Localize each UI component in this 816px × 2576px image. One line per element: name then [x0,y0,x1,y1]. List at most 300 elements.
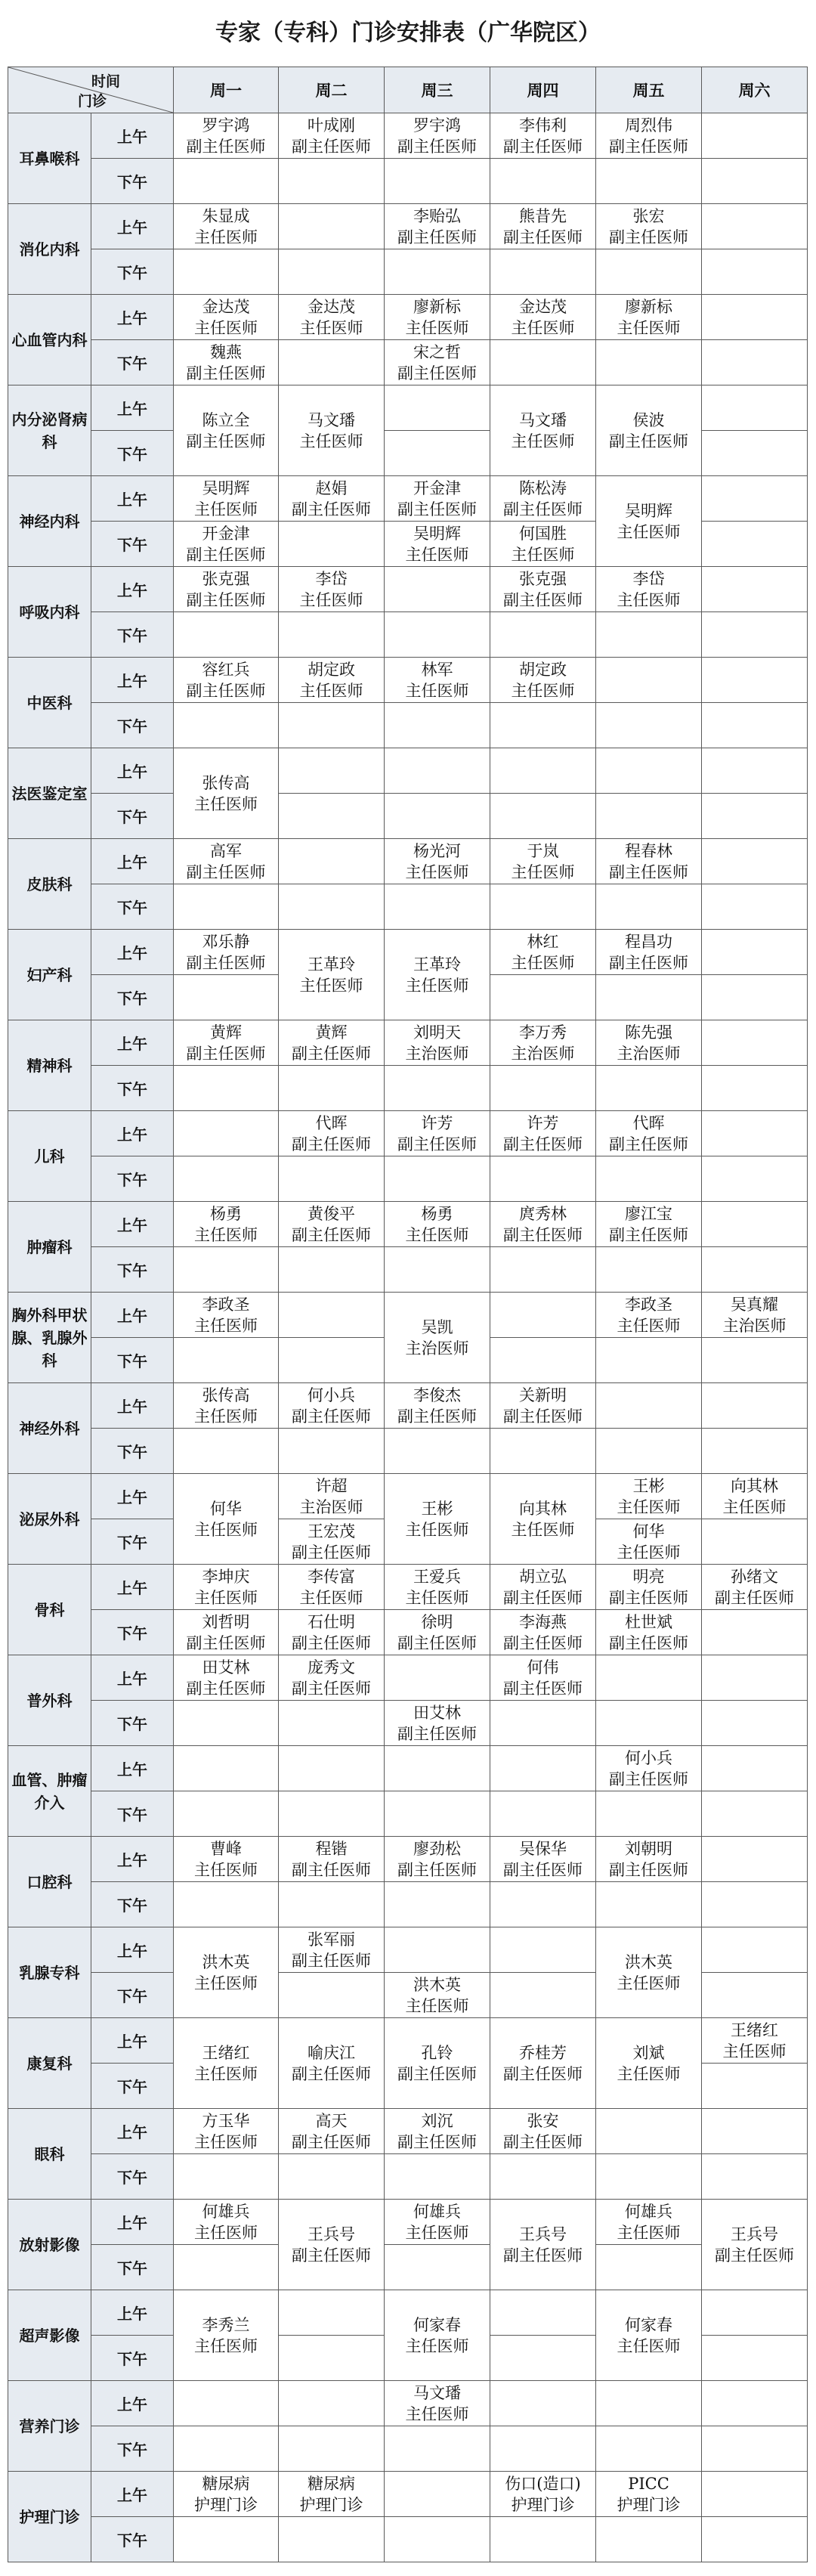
doctor-slot: 张宏 副主任医师 [596,204,702,249]
half-day-label: 上午 [91,204,174,249]
doctor-slot: 何家春 主任医师 [596,2290,702,2381]
doctor-slot: 李岱 主任医师 [596,567,702,612]
doctor-slot: 吴保华 副主任医师 [490,1837,596,1882]
doctor-slot: 王绪红 主任医师 [702,2018,808,2064]
empty-slot [279,2336,385,2381]
doctor-slot: 吴凯 主治医师 [385,1293,490,1383]
doctor-slot: 黄辉 副主任医师 [279,1020,385,1066]
half-day-label: 上午 [91,1746,174,1791]
half-day-label: 下午 [91,2426,174,2472]
empty-slot [174,1111,279,1156]
doctor-slot: 王彬 主任医师 [385,1474,490,1565]
empty-slot [596,2245,702,2290]
half-day-label: 下午 [91,2154,174,2200]
empty-slot [490,748,596,794]
day-header: 周六 [702,67,808,113]
empty-slot [596,1066,702,1111]
half-day-label: 下午 [91,612,174,658]
empty-slot [702,930,808,975]
schedule-row [8,159,808,204]
doctor-slot: 王兵号 副主任医师 [279,2200,385,2290]
schedule-row [8,1474,808,1519]
empty-slot [702,1156,808,1202]
half-day-label: 下午 [91,1247,174,1293]
empty-slot [279,1338,385,1383]
half-day-label: 下午 [91,975,174,1020]
doctor-slot: 庹秀林 副主任医师 [490,1202,596,1247]
day-header: 周五 [596,67,702,113]
half-day-label: 上午 [91,2290,174,2336]
empty-slot [385,249,490,295]
doctor-slot: 胡定政 主任医师 [279,658,385,703]
half-day-label: 下午 [91,884,174,930]
empty-slot [490,159,596,204]
empty-slot [702,1111,808,1156]
doctor-slot: 王宏茂 副主任医师 [279,1519,385,1565]
half-day-label: 上午 [91,930,174,975]
empty-slot [174,2517,279,2562]
empty-slot [702,1066,808,1111]
empty-slot [490,2426,596,2472]
half-day-label: 上午 [91,2381,174,2426]
empty-slot [702,2336,808,2381]
day-header: 周二 [279,67,385,113]
doctor-slot: 洪木英 主任医师 [174,1927,279,2018]
empty-slot [279,1429,385,1474]
doctor-slot: 何国胜 主任医师 [490,522,596,567]
empty-slot [596,2517,702,2562]
empty-slot [702,340,808,385]
empty-slot [279,1156,385,1202]
empty-slot [702,204,808,249]
schedule-row [8,204,808,249]
empty-slot [702,295,808,340]
department-name: 泌尿外科 [8,1474,91,1565]
half-day-label: 上午 [91,1474,174,1519]
schedule-row [8,2109,808,2154]
empty-slot [702,1882,808,1927]
half-day-label: 上午 [91,1383,174,1429]
schedule-row [8,1293,808,1338]
empty-slot [702,794,808,839]
doctor-slot: 糖尿病 护理门诊 [174,2472,279,2517]
department-name: 骨科 [8,1565,91,1655]
half-day-label: 上午 [91,2018,174,2064]
doctor-slot: 何雄兵 主任医师 [596,2200,702,2245]
half-day-label: 下午 [91,249,174,295]
empty-slot [174,1746,279,1791]
schedule-row [8,1383,808,1429]
doctor-slot: 金达茂 主任医师 [279,295,385,340]
doctor-slot: 高天 副主任医师 [279,2109,385,2154]
schedule-row [8,295,808,340]
doctor-slot: 马文璠 主任医师 [490,385,596,476]
doctor-slot: 何雄兵 主任医师 [174,2200,279,2245]
empty-slot [279,2154,385,2200]
empty-slot [702,884,808,930]
empty-slot [702,2154,808,2200]
empty-slot [490,2381,596,2426]
empty-slot [279,1746,385,1791]
doctor-slot: PICC 护理门诊 [596,2472,702,2517]
doctor-slot: 何小兵 副主任医师 [279,1383,385,1429]
half-day-label: 下午 [91,1066,174,1111]
half-day-label: 下午 [91,1973,174,2018]
half-day-label: 上午 [91,295,174,340]
doctor-slot: 代晖 副主任医师 [279,1111,385,1156]
empty-slot [490,1338,596,1383]
empty-slot [174,884,279,930]
schedule-row [8,2200,808,2245]
doctor-slot: 何华 主任医师 [596,1519,702,1565]
empty-slot [702,748,808,794]
doctor-slot: 向其林 主任医师 [490,1474,596,1565]
department-name: 肿瘤科 [8,1202,91,1293]
schedule-row [8,1655,808,1701]
empty-slot [596,2426,702,2472]
doctor-slot: 杜世斌 副主任医师 [596,1610,702,1655]
empty-slot [279,2517,385,2562]
doctor-slot: 庞秀文 副主任医师 [279,1655,385,1701]
doctor-slot: 张克强 副主任医师 [490,567,596,612]
schedule-row [8,385,808,431]
doctor-slot: 李秀兰 主任医师 [174,2290,279,2381]
empty-slot [596,658,702,703]
doctor-slot: 向其林 主任医师 [702,1474,808,1519]
half-day-label: 下午 [91,431,174,476]
department-name: 营养门诊 [8,2381,91,2472]
department-name: 妇产科 [8,930,91,1020]
empty-slot [596,2381,702,2426]
empty-slot [385,703,490,748]
doctor-slot: 程昌功 副主任医师 [596,930,702,975]
half-day-label: 上午 [91,1111,174,1156]
empty-slot [174,1338,279,1383]
doctor-slot: 周烈伟 副主任医师 [596,113,702,159]
empty-slot [174,2154,279,2200]
empty-slot [174,159,279,204]
empty-slot [596,748,702,794]
empty-slot [279,839,385,884]
empty-slot [279,2426,385,2472]
half-day-label: 上午 [91,1655,174,1701]
empty-slot [385,159,490,204]
half-day-label: 上午 [91,2472,174,2517]
day-header: 周三 [385,67,490,113]
doctor-slot: 李坤庆 主任医师 [174,1565,279,1610]
doctor-slot: 王兵号 副主任医师 [490,2200,596,2290]
empty-slot [385,1882,490,1927]
half-day-label: 上午 [91,385,174,431]
doctor-slot: 张安 副主任医师 [490,2109,596,2154]
schedule-row [8,2426,808,2472]
empty-slot [385,567,490,612]
department-name: 胸外科甲状腺、乳腺外科 [8,1293,91,1383]
department-name: 内分泌肾病科 [8,385,91,476]
empty-slot [702,703,808,748]
half-day-label: 下午 [91,340,174,385]
half-day-label: 下午 [91,2336,174,2381]
empty-slot [490,1156,596,1202]
empty-slot [174,1247,279,1293]
doctor-slot: 洪木英 主任医师 [596,1927,702,2018]
doctor-slot: 何雄兵 主任医师 [385,2200,490,2245]
schedule-row [8,794,808,839]
empty-slot [279,2290,385,2336]
empty-slot [702,385,808,431]
empty-slot [596,340,702,385]
doctor-slot: 廖江宝 副主任医师 [596,1202,702,1247]
doctor-slot: 刘沉 副主任医师 [385,2109,490,2154]
empty-slot [702,1519,808,1565]
half-day-label: 下午 [91,1882,174,1927]
doctor-slot: 李岱 主任医师 [279,567,385,612]
empty-slot [385,794,490,839]
half-day-label: 下午 [91,1701,174,1746]
empty-slot [490,1882,596,1927]
doctor-slot: 代晖 副主任医师 [596,1111,702,1156]
empty-slot [596,1701,702,1746]
half-day-label: 上午 [91,476,174,522]
empty-slot [702,1791,808,1837]
doctor-slot: 陈先强 主治医师 [596,1020,702,1066]
schedule-row [8,1565,808,1610]
empty-slot [702,2517,808,2562]
doctor-slot: 马文璠 主任医师 [279,385,385,476]
empty-slot [279,794,385,839]
doctor-slot: 杨光河 主任医师 [385,839,490,884]
empty-slot [702,1338,808,1383]
empty-slot [385,1791,490,1837]
doctor-slot: 喻庆江 副主任医师 [279,2018,385,2109]
empty-slot [174,2245,279,2290]
empty-slot [385,431,490,476]
empty-slot [174,1882,279,1927]
half-day-label: 下午 [91,159,174,204]
empty-slot [385,385,490,431]
empty-slot [279,522,385,567]
empty-slot [490,1746,596,1791]
empty-slot [702,567,808,612]
doctor-slot: 张传高 主任医师 [174,1383,279,1429]
half-day-label: 下午 [91,1791,174,1837]
doctor-slot: 熊昔先 副主任医师 [490,204,596,249]
empty-slot [702,249,808,295]
empty-slot [279,340,385,385]
empty-slot [490,1927,596,1973]
schedule-row [8,2472,808,2517]
empty-slot [702,1927,808,1973]
half-day-label: 上午 [91,658,174,703]
empty-slot [702,522,808,567]
department-name: 中医科 [8,658,91,748]
doctor-slot: 吴明辉 主任医师 [385,522,490,567]
empty-slot [702,476,808,522]
half-day-label: 下午 [91,1156,174,1202]
doctor-slot: 容红兵 副主任医师 [174,658,279,703]
empty-slot [279,159,385,204]
empty-slot [385,1429,490,1474]
department-name: 神经外科 [8,1383,91,1474]
department-name: 神经内科 [8,476,91,567]
department-name: 超声影像 [8,2290,91,2381]
doctor-slot: 开金津 副主任医师 [385,476,490,522]
empty-slot [490,1429,596,1474]
doctor-slot: 黄俊平 副主任医师 [279,1202,385,1247]
schedule-row [8,567,808,612]
doctor-slot: 吴真耀 主治医师 [702,1293,808,1338]
empty-slot [490,884,596,930]
schedule-row [8,2517,808,2562]
half-day-label: 上午 [91,113,174,159]
doctor-slot: 刘哲明 副主任医师 [174,1610,279,1655]
empty-slot [702,1383,808,1429]
empty-slot [490,1066,596,1111]
doctor-slot: 王兵号 副主任医师 [702,2200,808,2290]
schedule-row [8,2154,808,2200]
empty-slot [490,703,596,748]
doctor-slot: 洪木英 主任医师 [385,1973,490,2018]
empty-slot [702,2064,808,2109]
doctor-slot: 马文璠 主任医师 [385,2381,490,2426]
schedule-body [8,113,808,2562]
doctor-slot: 邓乐静 副主任医师 [174,930,279,975]
schedule-row [8,2018,808,2064]
empty-slot [279,1066,385,1111]
empty-slot [385,884,490,930]
doctor-slot: 王绪红 主任医师 [174,2018,279,2109]
schedule-row [8,2245,808,2290]
half-day-label: 上午 [91,748,174,794]
doctor-slot: 何家春 主任医师 [385,2290,490,2381]
half-day-label: 上午 [91,1927,174,1973]
empty-slot [596,703,702,748]
empty-slot [702,1973,808,2018]
schedule-row [8,113,808,159]
empty-slot [596,1338,702,1383]
doctor-slot: 宋之哲 副主任医师 [385,340,490,385]
doctor-slot: 王革玲 主任医师 [385,930,490,1020]
doctor-slot: 林军 主任医师 [385,658,490,703]
empty-slot [490,2154,596,2200]
schedule-row [8,1066,808,1111]
schedule-row [8,748,808,794]
doctor-slot: 方玉华 主任医师 [174,2109,279,2154]
schedule-row [8,340,808,385]
empty-slot [702,113,808,159]
schedule-row [8,612,808,658]
empty-slot [702,2109,808,2154]
half-day-label: 上午 [91,2200,174,2245]
empty-slot [279,1791,385,1837]
half-day-label: 下午 [91,1338,174,1383]
half-day-label: 下午 [91,2064,174,2109]
doctor-slot: 李政圣 主任医师 [174,1293,279,1338]
half-day-label: 下午 [91,2517,174,2562]
schedule-row [8,1746,808,1791]
schedule-row [8,1837,808,1882]
empty-slot [596,249,702,295]
department-name: 精神科 [8,1020,91,1111]
empty-slot [596,1882,702,1927]
empty-slot [279,748,385,794]
doctor-slot: 何华 主任医师 [174,1474,279,1565]
empty-slot [174,1156,279,1202]
empty-slot [490,2517,596,2562]
empty-slot [385,1927,490,1973]
department-name: 眼科 [8,2109,91,2200]
doctor-slot: 罗宇鸿 副主任医师 [174,113,279,159]
doctor-slot: 李万秀 主治医师 [490,1020,596,1066]
empty-slot [596,612,702,658]
schedule-row [8,2290,808,2336]
doctor-slot: 李政圣 主任医师 [596,1293,702,1338]
empty-slot [279,1247,385,1293]
doctor-slot: 杨勇 主任医师 [385,1202,490,1247]
doctor-slot: 陈立全 副主任医师 [174,385,279,476]
empty-slot [279,1293,385,1338]
doctor-slot: 田艾林 副主任医师 [385,1701,490,1746]
department-name: 儿科 [8,1111,91,1202]
half-day-label: 上午 [91,1565,174,1610]
empty-slot [702,839,808,884]
half-day-label: 下午 [91,1429,174,1474]
doctor-slot: 孙绪文 副主任医师 [702,1565,808,1610]
doctor-slot: 糖尿病 护理门诊 [279,2472,385,2517]
empty-slot [279,703,385,748]
doctor-slot: 魏燕 副主任医师 [174,340,279,385]
doctor-slot: 杨勇 主任医师 [174,1202,279,1247]
empty-slot [596,159,702,204]
schedule-row [8,1020,808,1066]
empty-slot [490,1247,596,1293]
half-day-label: 上午 [91,1020,174,1066]
department-name: 血管、肿瘤介入 [8,1746,91,1837]
schedule-row [8,703,808,748]
empty-slot [596,975,702,1020]
empty-slot [702,2426,808,2472]
empty-slot [596,1383,702,1429]
empty-slot [490,1701,596,1746]
empty-slot [702,1429,808,1474]
half-day-label: 下午 [91,2245,174,2290]
empty-slot [385,1746,490,1791]
empty-slot [596,884,702,930]
empty-slot [279,1701,385,1746]
schedule-row [8,1202,808,1247]
doctor-slot: 徐明 副主任医师 [385,1610,490,1655]
doctor-slot: 侯波 副主任医师 [596,385,702,476]
doctor-slot: 开金津 副主任医师 [174,522,279,567]
schedule-row [8,1429,808,1474]
empty-slot [702,658,808,703]
empty-slot [596,1791,702,1837]
schedule-row [8,1882,808,1927]
empty-slot [596,2109,702,2154]
doctor-slot: 刘朝明 副主任医师 [596,1837,702,1882]
doctor-slot: 程锴 副主任医师 [279,1837,385,1882]
empty-slot [174,2426,279,2472]
doctor-slot: 张传高 主任医师 [174,748,279,839]
empty-slot [490,340,596,385]
department-name: 康复科 [8,2018,91,2109]
empty-slot [596,1429,702,1474]
empty-slot [702,1020,808,1066]
doctor-slot: 刘明天 主治医师 [385,1020,490,1066]
empty-slot [174,1701,279,1746]
empty-slot [702,2290,808,2336]
doctor-slot: 孔铃 副主任医师 [385,2018,490,2109]
